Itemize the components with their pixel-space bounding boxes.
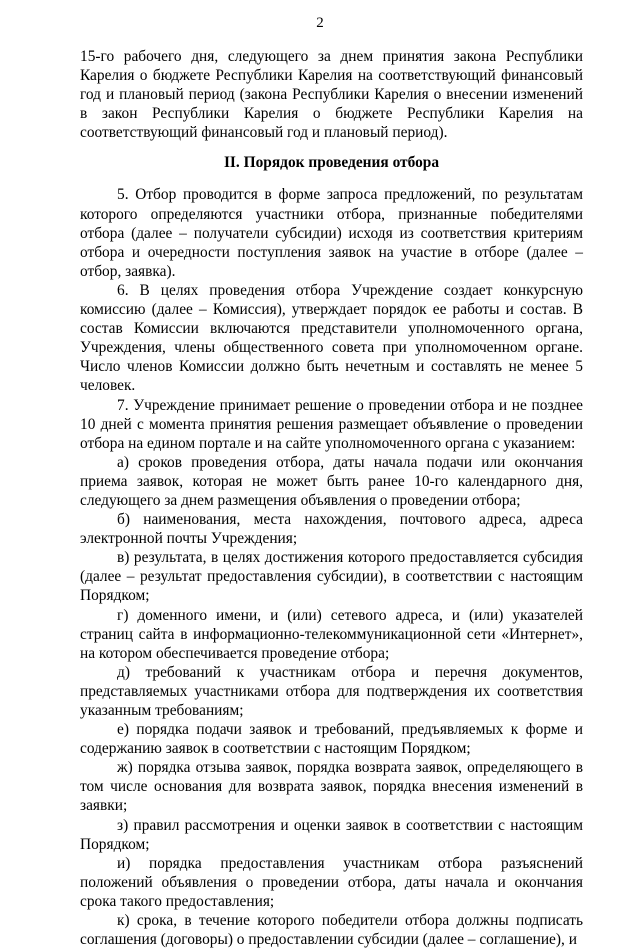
paragraph-5: 5. Отбор проводится в форме запроса предложений, по результатам которого определяются участники отбора, признанные победителями отбора (далее – получатели субсидии) исходя из соответствия критериям отбора и очередности поступления заявок на участие в отборе (далее – отбор, заявка). (80, 186, 583, 280)
list-item-v: в) результата, в целях достижения которого предоставляется субсидия (далее – результат предоставления субсидии), в соответствии с настоящим Порядком; (80, 549, 583, 605)
section-heading: II. Порядок проведения отбора (223, 154, 440, 172)
list-item-zh: ж) порядка отзыва заявок, порядка возврата заявок, определяющего в том числе основания для возврата заявок, порядка внесения изменений в заявки; (80, 759, 583, 815)
list-item-g: г) доменного имени, и (или) сетевого адреса, и (или) указателей страниц сайта в информационно-телекоммуникационной сети «Интернет», на котором обеспечивается проведение отбора; (80, 606, 583, 662)
list-item-a: а) сроков проведения отбора, даты начала подачи или окончания приема заявок, которая не может быть ранее 10-го календарного дня, следующего за днем размещения объявления о проведении отбора; (80, 453, 583, 509)
paragraph-6: 6. В целях проведения отбора Учреждение создает конкурсную комиссию (далее – Комиссия), утверждает порядок ее работы и состав. В состав Комиссии включаются представители уполномоченного органа, Учреждения, члены общественного совета при уполномоченном органе. Число членов Комиссии должно быть нечетным и составлять не менее 5 человек. (80, 281, 583, 395)
list-item-i: и) порядка предоставления участникам отбора разъяснений положений объявления о проведении отбора, даты начала и окончания срока такого предоставления; (80, 854, 583, 910)
document-body (80, 47, 583, 949)
list-item-d: д) требований к участникам отбора и перечня документов, представляемых участниками отбора для подтверждения их соответствия указанным требованиям; (80, 663, 583, 719)
list-item-k: к) срока, в течение которого победители отбора должны подписать соглашения (договоры) о предоставлении субсидии (далее – соглашение), и (80, 912, 583, 949)
page-number: 2 (316, 15, 324, 31)
intro-paragraph: 15-го рабочего дня, следующего за днем принятия закона Республики Карелия о бюджете Республики Карелия на соответствующий финансовый год и плановый период (закона Республики Карелия о внесении изменений в закон Республики Карелия о бюджете Республики Карелия на соответствующий финансовый год и плановый период). (80, 48, 583, 142)
list-item-e: е) порядка подачи заявок и требований, предъявляемых к форме и содержанию заявок в соответствии с настоящим Порядком; (80, 721, 583, 758)
list-item-z: з) правил рассмотрения и оценки заявок в соответствии с настоящим Порядком; (80, 816, 583, 853)
paragraph-7: 7. Учреждение принимает решение о проведении отбора и не позднее 10 дней с момента принятия решения размещает объявление о проведении отбора на едином портале и на сайте уполномоченного органа с указанием: (80, 396, 583, 452)
list-item-b: б) наименования, места нахождения, почтового адреса, адреса электронной почты Учреждения; (80, 511, 583, 548)
